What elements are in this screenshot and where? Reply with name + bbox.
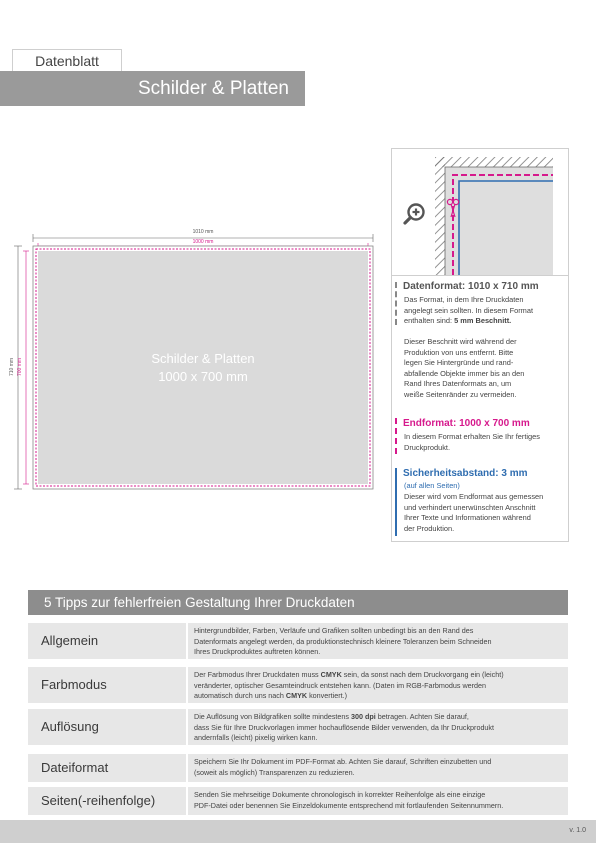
tip-label-file-format: Dateiformat bbox=[28, 754, 186, 782]
text-line: der Produktion. bbox=[404, 523, 455, 533]
format-diagram bbox=[0, 0, 390, 500]
tip-label-color-mode: Farbmodus bbox=[28, 667, 186, 703]
text-span: betragen. Achten Sie darauf, bbox=[375, 712, 469, 721]
tip-label-general: Allgemein bbox=[28, 623, 186, 659]
text-line: Ihres Druckproduktes auftreten können. bbox=[194, 647, 321, 656]
text-line: Speichern Sie Ihr Dokument im PDF-Format ab. Achten Sie darauf, Schriften einzubetten und bbox=[194, 757, 492, 766]
text-line: Druckprodukt. bbox=[404, 442, 451, 452]
text-span: automatisch durch uns nach bbox=[194, 691, 286, 700]
cmyk-term: CMYK bbox=[285, 691, 308, 700]
end-format-text bbox=[404, 432, 564, 453]
page-title: Schilder & Platten bbox=[137, 78, 289, 99]
tip-text-file-format bbox=[188, 754, 568, 782]
outer-height-label: 710 mm bbox=[9, 357, 15, 377]
text-line: und verhindert unerwünschten Anschnitt bbox=[404, 502, 536, 512]
text-line: PDF-Datei oder benennen Sie Einzeldokumente entsprechend mit fortlaufenden Seitennummern. bbox=[194, 800, 504, 810]
outer-width-label: 1010 mm bbox=[192, 229, 214, 235]
inner-width-label: 1000 mm bbox=[192, 239, 214, 245]
sign-area bbox=[38, 251, 368, 484]
end-format-title: Endformat: 1000 x 700 mm bbox=[403, 418, 530, 429]
text-line: Das Format, in dem Ihre Druckdaten bbox=[404, 295, 524, 304]
tip-text-page-order bbox=[188, 787, 568, 815]
text-span: enthalten sind: bbox=[404, 316, 455, 325]
text-span: Der Farbmodus Ihrer Druckdaten muss bbox=[194, 670, 321, 679]
sign-size: 1000 x 700 mm bbox=[158, 369, 248, 384]
cmyk-term: CMYK bbox=[320, 670, 342, 679]
tip-text-general bbox=[188, 623, 568, 659]
text-span: konvertiert.) bbox=[307, 691, 348, 700]
tip-label-resolution: Auflösung bbox=[28, 709, 186, 745]
text-line: veränderter, optischer Gesamteindruck entstehen kann. (Daten im RGB-Farbmodus werden bbox=[194, 680, 487, 690]
safety-margin-title: Sicherheitsabstand: 3 mm bbox=[403, 468, 528, 479]
tips-header bbox=[28, 590, 568, 615]
inner-height-label: 700 mm bbox=[17, 357, 23, 377]
text-line bbox=[194, 670, 562, 681]
text-span: sein, da sonst nach dem Druckvorgang ein (leicht) bbox=[341, 670, 504, 679]
bleed-amount: 5 mm Beschnitt. bbox=[454, 316, 512, 325]
tip-text-resolution bbox=[188, 709, 568, 745]
legend-divider bbox=[391, 275, 569, 276]
data-format-title: Datenformat: 1010 x 710 mm bbox=[403, 281, 539, 292]
safety-margin-subtitle: (auf allen Seiten) bbox=[404, 481, 460, 490]
text-span: Die Auflösung von Bildgrafiken sollte mindestens bbox=[194, 712, 352, 721]
text-line: In diesem Format erhalten Sie Ihr fertiges bbox=[404, 432, 540, 441]
bleed-explanation bbox=[404, 337, 564, 400]
text-line: Rand Ihres Datenformats an, um bbox=[404, 379, 512, 388]
tip-label-page-order: Seiten(-reihenfolge) bbox=[28, 787, 186, 815]
text-line: angelegt sein sollten. In diesem Format bbox=[404, 305, 533, 315]
tip-text-color-mode bbox=[188, 667, 568, 703]
text-line: Dieser Beschnitt wird während der bbox=[404, 337, 517, 346]
text-line: dass Sie für Ihre Druckvorlagen immer hochauflösende Bilder verwenden, da Ihr Druckprodukt bbox=[194, 722, 495, 732]
text-line: abfallende Objekte immer bis an den bbox=[404, 368, 525, 378]
text-line: Ihrer Texte und Informationen während bbox=[404, 513, 531, 522]
text-line: Senden Sie mehrseitige Dokumente chronologisch in korrekter Reihenfolge als eine einzige bbox=[194, 790, 486, 799]
datasheet-tab: Datenblatt bbox=[12, 49, 122, 72]
text-line: Datenformats angelegt werden, da produktionstechnisch kleinere Toleranzen beim Schneiden bbox=[194, 636, 492, 646]
text-line: Dieser wird vom Endformat aus gemessen bbox=[404, 492, 544, 501]
text-line bbox=[194, 712, 562, 723]
text-line bbox=[194, 691, 562, 702]
text-line: Produktion von uns entfernt. Bitte bbox=[404, 347, 514, 357]
text-line: andernfalls (leicht) pixelig wirken kann. bbox=[194, 733, 318, 742]
dpi-value: 300 dpi bbox=[351, 712, 376, 721]
text-line bbox=[404, 316, 564, 327]
safety-margin-marker bbox=[395, 468, 397, 536]
text-line: legen Sie Hintergründe und rand- bbox=[404, 358, 514, 367]
text-line: (soweit als möglich) Transparenzen zu reduzieren. bbox=[194, 767, 355, 777]
data-format-text bbox=[404, 295, 564, 327]
scissors-icon bbox=[446, 198, 460, 218]
version-label: v. 1.0 bbox=[569, 827, 586, 834]
zoom-in-icon bbox=[403, 202, 427, 226]
text-line: Hintergrundbilder, Farben, Verläufe und Grafiken sollten unbedingt bis an den Rand des bbox=[194, 626, 474, 635]
footer-bar bbox=[0, 820, 596, 843]
tips-title: 5 Tipps zur fehlerfreien Gestaltung Ihrer Druckdaten bbox=[44, 595, 355, 610]
data-format-marker bbox=[395, 282, 397, 325]
sign-name: Schilder & Platten bbox=[151, 351, 255, 366]
end-format-marker bbox=[395, 418, 397, 454]
text-line: weiße Seitenränder zu vermeiden. bbox=[404, 389, 517, 399]
safety-margin-text bbox=[404, 492, 566, 534]
